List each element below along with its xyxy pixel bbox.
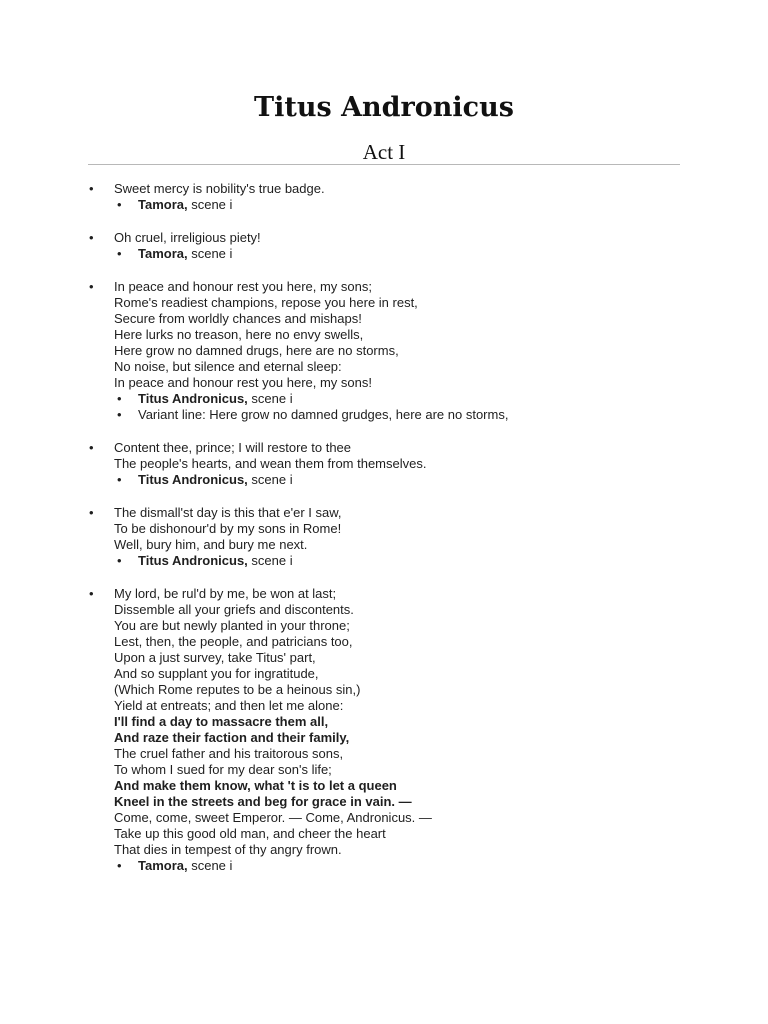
quote-line: Yield at entreats; and then let me alone:: [114, 698, 344, 713]
quote-line: Rome's readiest champions, repose you here in rest,: [114, 295, 418, 310]
speaker-name: Titus Andronicus,: [138, 472, 248, 487]
section-divider: [88, 164, 680, 165]
attribution-item: [114, 246, 768, 262]
quote-line: The cruel father and his traitorous sons,: [114, 746, 344, 761]
quote-line: To whom I sued for my dear son's life;: [114, 762, 332, 777]
quote-item: [0, 230, 768, 262]
quote-line: That dies in tempest of thy angry frown.: [114, 842, 342, 857]
quote-line: Dissemble all your griefs and discontents.: [114, 602, 354, 617]
scene-reference: scene i: [247, 472, 293, 487]
quote-line: Come, come, sweet Emperor. — Come, Andronicus. —: [114, 810, 432, 825]
quote-line: • Sweet mercy is nobility's true badge.: [114, 181, 325, 196]
quote-item: [0, 505, 768, 569]
attribution-item: [114, 391, 768, 407]
scene-reference: scene i: [187, 197, 233, 212]
quote-line: • In peace and honour rest you here, my sons;: [114, 279, 372, 294]
speaker-name: Tamora,: [138, 197, 188, 212]
scene-reference: Variant line: Here grow no damned grudges, here are no storms,: [138, 407, 509, 422]
quote-line: The people's hearts, and wean them from themselves.: [114, 456, 427, 471]
quote-line: Well, bury him, and bury me next.: [114, 537, 308, 552]
quote-line: You are but newly planted in your throne;: [114, 618, 350, 633]
speaker-name: Tamora,: [138, 858, 188, 873]
attribution-item: [114, 858, 768, 874]
quote-line: No noise, but silence and eternal sleep:: [114, 359, 342, 374]
quote-line: And so supplant you for ingratitude,: [114, 666, 319, 681]
attribution-list: [114, 246, 768, 262]
page-title: Titus Andronicus: [254, 92, 514, 123]
attribution-item: [114, 197, 768, 213]
quote-line: And make them know, what 't is to let a queen: [114, 778, 397, 793]
speaker-name: Titus Andronicus,: [138, 553, 248, 568]
quote-line: Take up this good old man, and cheer the heart: [114, 826, 386, 841]
quote-line: • My lord, be rul'd by me, be won at last;: [114, 586, 337, 601]
quote-line: Here grow no damned drugs, here are no storms,: [114, 343, 399, 358]
attribution-list: [114, 553, 768, 569]
attribution-list: [114, 391, 768, 423]
scene-reference: scene i: [187, 858, 233, 873]
quote-line: Lest, then, the people, and patricians too,: [114, 634, 353, 649]
quote-item: [0, 440, 768, 488]
quote-line: Secure from worldly chances and mishaps!: [114, 311, 362, 326]
attribution-item: [114, 472, 768, 488]
quote-line: And raze their faction and their family,: [114, 730, 350, 745]
quote-line: Here lurks no treason, here no envy swells,: [114, 327, 364, 342]
quote-line: In peace and honour rest you here, my sons!: [114, 375, 372, 390]
attribution-item: [114, 407, 768, 423]
quote-line: • Oh cruel, irreligious piety!: [114, 230, 261, 245]
attribution-list: [114, 197, 768, 213]
speaker-name: Tamora,: [138, 246, 188, 261]
section-heading-act-i: Act I: [362, 140, 406, 164]
quote-item: [0, 586, 768, 874]
scene-reference: scene i: [187, 246, 233, 261]
scene-reference: scene i: [247, 553, 293, 568]
quote-line: Kneel in the streets and beg for grace in vain. —: [114, 794, 412, 809]
quote-line: • Content thee, prince; I will restore to thee: [114, 440, 352, 455]
attribution-list: [114, 858, 768, 874]
speaker-name: Titus Andronicus,: [138, 391, 248, 406]
quote-line: (Which Rome reputes to be a heinous sin,): [114, 682, 361, 697]
scene-reference: scene i: [247, 391, 293, 406]
quote-list: [0, 181, 768, 891]
attribution-list: [114, 472, 768, 488]
quote-line: I'll find a day to massacre them all,: [114, 714, 329, 729]
quote-line: Upon a just survey, take Titus' part,: [114, 650, 316, 665]
quote-item: [0, 181, 768, 213]
quote-line: To be dishonour'd by my sons in Rome!: [114, 521, 342, 536]
quote-line: • The dismall'st day is this that e'er I saw,: [114, 505, 342, 520]
attribution-item: [114, 553, 768, 569]
quote-item: [0, 279, 768, 423]
